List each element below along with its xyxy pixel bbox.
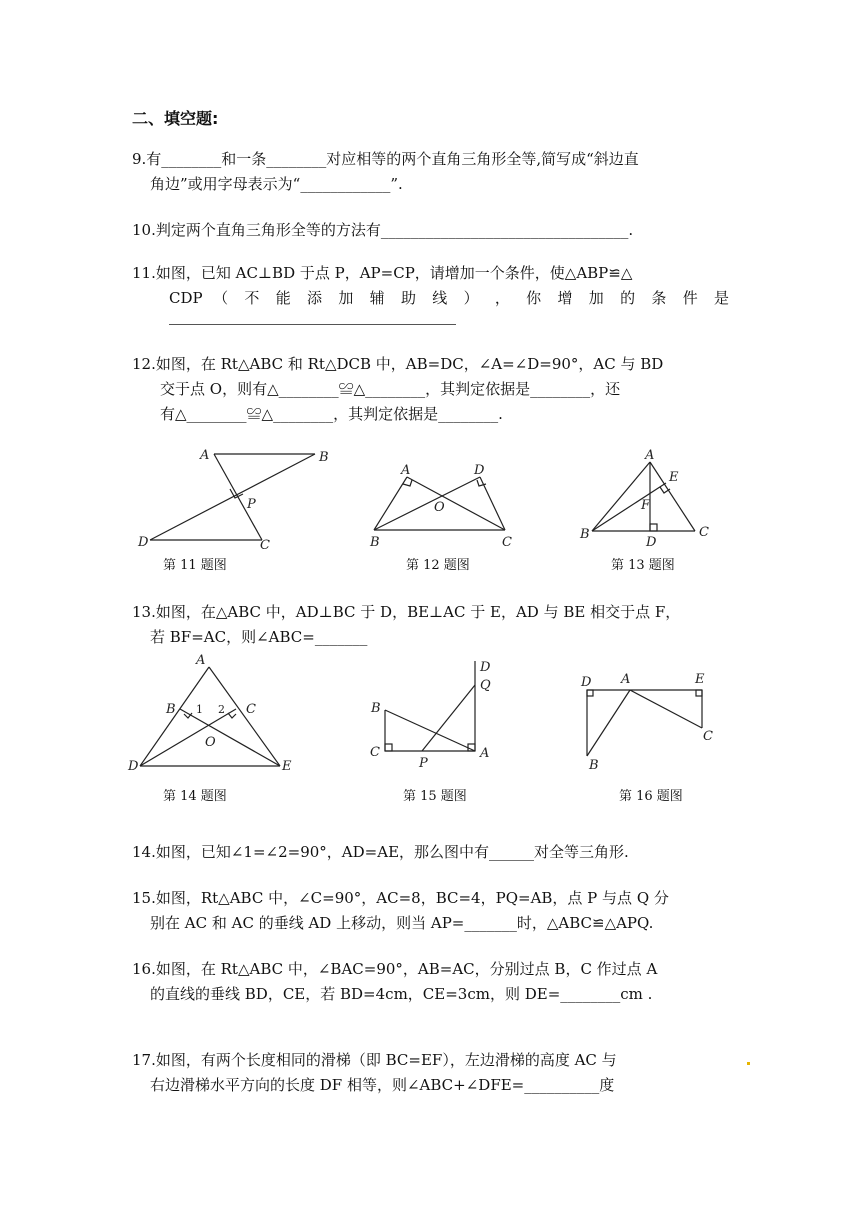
- q14-line1: 14.如图，已知∠1=∠2=90°，AD=AE，那么图中有______对全等三角形.: [132, 843, 629, 861]
- fig15-label-c: C: [370, 745, 380, 760]
- q9-line2: 角边”或用字母表示为“____________”.: [150, 175, 403, 193]
- fig12-caption: 第 12 题图: [406, 558, 470, 573]
- fig15-label-d: D: [480, 660, 491, 675]
- q17-line1: 17.如图，有两个长度相同的滑梯（即 BC=EF），左边滑梯的高度 AC 与: [132, 1051, 617, 1069]
- fig13-label-b: B: [580, 527, 590, 542]
- fig11-label-a: A: [200, 448, 210, 463]
- fig14-label-b: B: [166, 702, 176, 717]
- fig12-label-c: C: [502, 535, 512, 550]
- fig15-label-p: P: [419, 756, 428, 771]
- fig16-caption: 第 16 题图: [619, 789, 683, 804]
- fig14-label-c: C: [246, 702, 256, 717]
- fig15-label-q: Q: [480, 678, 491, 693]
- fig12-label-b: B: [370, 535, 380, 550]
- fig14-label-e: E: [282, 759, 292, 774]
- fig13-label-a: A: [645, 448, 655, 463]
- q12-line1: 12.如图，在 Rt△ABC 和 Rt△DCB 中，AB=DC，∠A=∠D=90°，AC 与 BD: [132, 355, 664, 373]
- fig11-label-d: D: [138, 535, 149, 550]
- fig14-label-d: D: [128, 759, 139, 774]
- q15-line1: 15.如图，Rt△ABC 中，∠C=90°，AC=8，BC=4，PQ=AB，点 P 与点 Q 分: [132, 889, 669, 907]
- q11-line2: CDP （ 不 能 添 加 辅 助 线 ） ， 你 增 加 的 条 件 是: [169, 289, 729, 307]
- q12-line2: 交于点 O，则有△________≌△________，其判定依据是________，还: [160, 380, 621, 398]
- q9-line1: 9.有________和一条________对应相等的两个直角三角形全等,简写成“斜边直: [132, 150, 639, 168]
- fig16-label-d: D: [581, 675, 592, 690]
- q10-line1: 10.判定两个直角三角形全等的方法有_________________________________.: [132, 221, 634, 239]
- fig13-label-e: E: [669, 470, 679, 485]
- figure-11: [130, 445, 350, 555]
- q17-line2: 右边滑梯水平方向的长度 DF 相等，则∠ABC+∠DFE=__________度: [150, 1076, 615, 1094]
- q16-line1: 16.如图，在 Rt△ABC 中，∠BAC=90°，AB=AC，分别过点 B，C 作过点 A: [132, 960, 658, 978]
- fig16-label-e: E: [695, 672, 705, 687]
- fig14-label-1: 1: [196, 703, 203, 716]
- highlight-mark: [747, 1062, 750, 1065]
- q13-line2: 若 BF=AC，则∠ABC=_______: [150, 628, 368, 646]
- fig13-label-f: F: [641, 498, 651, 513]
- fig16-label-b: B: [589, 758, 599, 773]
- fig12-label-o: O: [434, 500, 445, 515]
- fig15-label-b: B: [371, 701, 381, 716]
- fig11-caption: 第 11 题图: [163, 558, 227, 573]
- figure-16: [575, 668, 720, 778]
- fig13-caption: 第 13 题图: [611, 558, 675, 573]
- fig14-label-o: O: [205, 735, 216, 750]
- fig16-label-c: C: [703, 729, 713, 744]
- fig11-label-c: C: [260, 538, 270, 553]
- fig11-label-b: B: [319, 450, 329, 465]
- q11-line1: 11.如图，已知 AC⊥BD 于点 P，AP=CP，请增加一个条件，使△ABP≌△: [132, 264, 633, 282]
- q16-line2: 的直线的垂线 BD，CE，若 BD=4cm，CE=3cm，则 DE=________cm .: [150, 985, 653, 1003]
- fig13-label-c: C: [699, 525, 709, 540]
- fig14-caption: 第 14 题图: [163, 789, 227, 804]
- fig12-label-a: A: [401, 463, 411, 478]
- q11-answer-line: [169, 324, 456, 325]
- fig14-label-2: 2: [218, 703, 225, 716]
- fig12-label-d: D: [474, 463, 485, 478]
- fig14-label-a: A: [196, 653, 206, 668]
- fig11-label-p: P: [247, 497, 256, 512]
- figure-12: [365, 460, 525, 550]
- figure-15: [365, 655, 505, 770]
- q13-line1: 13.如图，在△ABC 中，AD⊥BC 于 D，BE⊥AC 于 E，AD 与 BE 相交于点 F，: [132, 603, 681, 621]
- fig15-label-a: A: [480, 746, 490, 761]
- fig13-label-d: D: [646, 535, 657, 550]
- fig15-caption: 第 15 题图: [403, 789, 467, 804]
- figure-14: [125, 650, 300, 775]
- section-title: 二、填空题:: [132, 109, 219, 128]
- figure-13: [575, 445, 715, 550]
- fig16-label-a: A: [621, 672, 631, 687]
- q15-line2: 别在 AC 和 AC 的垂线 AD 上移动，则当 AP=_______时，△ABC≌△APQ.: [150, 914, 654, 932]
- q12-line3: 有△________≌△________，其判定依据是________.: [160, 405, 503, 423]
